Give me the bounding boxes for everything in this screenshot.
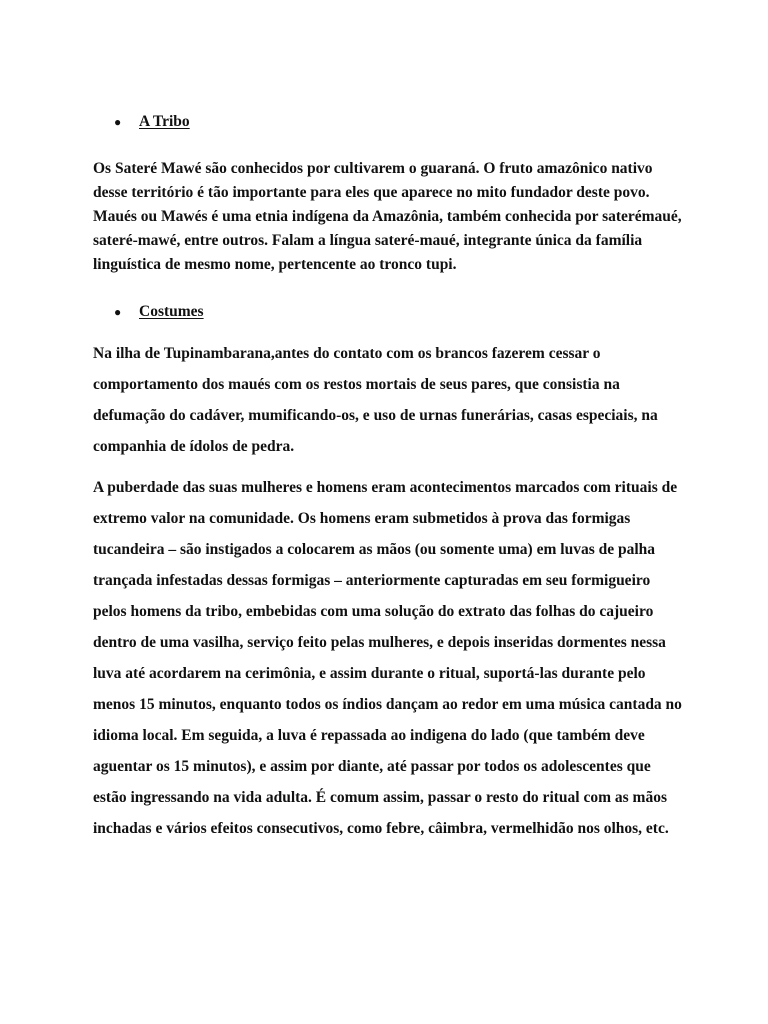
paragraph-costumes-puberdade: A puberdade das suas mulheres e homens eram acontecimentos marcados com rituais de extremo valor na comunidade. Os homens eram submetidos à prova das formigas tucandeira – são instigados a colocarem as mãos (ou somente uma) em luvas de palha trançada infestadas dessas formigas – anteriormente capturadas em seu formigueiro pelos homens da tribo, embebidas com uma solução do extrato das folhas do cajueiro dentro de uma vasilha, serviço feito pelas mulheres, e depois inseridas dormentes nessa luva até acordarem na cerimônia, e assim durante o ritual, suportá-las durante pelo menos 15 minutos, enquanto todos os índios dançam ao redor em uma música cantada no idioma local. Em seguida, a luva é repassada ao indigena do lado (que também deve aguentar os 15 minutos), e assim por diante, até passar por todos os adolescentes que estão ingressando na vida adulta. É comum assim, passar o resto do ritual com as mãos inchadas e vários efeitos consecutivos, como febre, câimbra, vermelhidão nos olhos, etc.	[93, 479, 682, 837]
paragraph-costumes-funeral: Na ilha de Tupinambarana,antes do contato com os brancos fazerem cessar o comportamento dos maués com os restos mortais de seus pares, que consistia na defumação do cadáver, mumificando-os, e uso de urnas funerárias, casas especiais, na companhia de ídolos de pedra.	[93, 345, 658, 455]
bullet-icon: ●	[114, 115, 122, 129]
paragraph-a-tribo: Os Sateré Mawé são conhecidos por cultivarem o guaraná. O fruto amazônico nativo desse território é tão importante para eles que aparece no mito fundador deste povo. Maués ou Mawés é uma etnia indígena da Amazônia, também conhecida por saterémaué, sateré-mawé, entre outros. Falam a língua sateré-maué, integrante única da família linguística de mesmo nome, pertencente ao tronco tupi.	[93, 160, 682, 273]
section-heading-a-tribo	[0, 110, 768, 134]
section-title: A Tribo	[139, 113, 190, 130]
section-heading-costumes	[0, 300, 768, 324]
bullet-icon: ●	[114, 305, 122, 319]
section-title: Costumes	[139, 303, 204, 320]
